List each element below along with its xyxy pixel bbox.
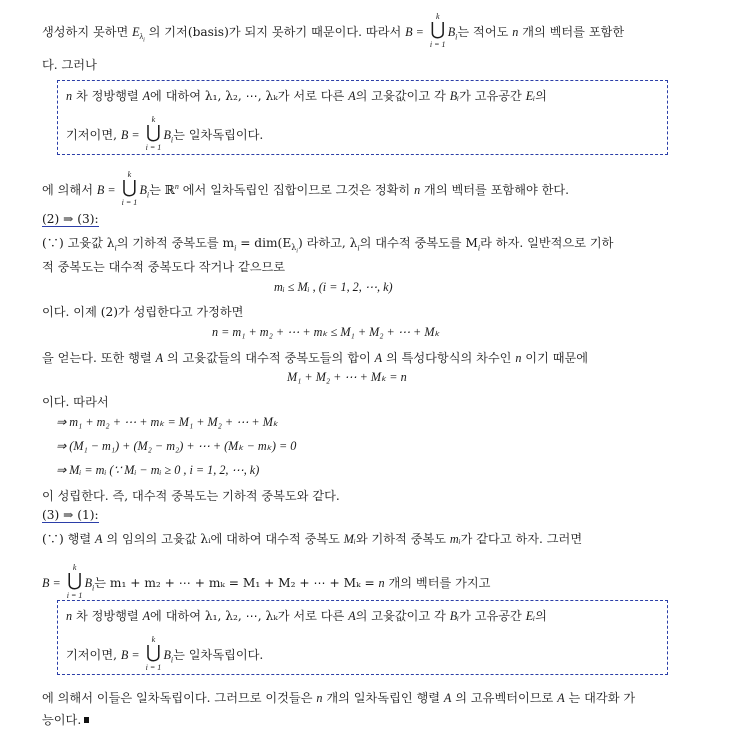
union-operator: k ⋃ i = 1 <box>145 115 162 152</box>
text-line-13: 능이다. <box>42 711 89 728</box>
equation-2: n = m₁ + m₂ + ⋯ + mₖ ≤ M₁ + M₂ + ⋯ + Mₖ <box>212 325 440 339</box>
math-symbol: B <box>447 25 456 39</box>
equation-6: ⇒ Mᵢ = mᵢ (∵ Mᵢ − mᵢ ≥ 0 , i = 1, 2, ⋯, k) <box>56 463 260 477</box>
section-heading-3-1: (3) ⇒ (1): <box>42 508 99 522</box>
text-line-11: B = k ⋃ i = 1 $B_i$는 m₁ + m₂ + ⋯ + mₖ = M₁ + M₂ + ⋯ + Mₖ = n 개의 벡터를 가지고 <box>42 563 491 600</box>
math-symbol: n <box>512 25 519 39</box>
section-heading-2-3: (2) ⇒ (3): <box>42 212 99 226</box>
equation-5: ⇒ (M₁ − m₁) + (M₂ − m₂) + ⋯ + (Mₖ − mₖ) = 0 <box>56 439 297 453</box>
equation-4: ⇒ m₁ + m₂ + ⋯ + mₖ = M₁ + M₂ + ⋯ + Mₖ <box>56 415 279 429</box>
text: 개의 벡터를 포함한 <box>518 25 625 39</box>
union-operator: k ⋃ i = 1 <box>121 170 138 207</box>
text-line-2: 다. 그러나 <box>42 58 97 72</box>
theorem-box-1 <box>57 80 668 155</box>
box-line-2: 기저이면, B = k ⋃ i = 1 $B_i$는 일차독립이다. <box>66 635 264 672</box>
text-line-9: 이 성립한다. 즉, 대수적 중복도는 기하적 중복도와 같다. <box>42 489 340 503</box>
text-line-4: (∵) 고윳값 $\lambda_i$의 기하적 중복도를 $m_i = dim(E_{\lambda_i})$ 라하고, $\lambda_i$의 대수적 중복도를 $M_i$라 하자. 일반적으로 기하 <box>42 236 614 256</box>
text-line-10: (∵) 행렬 A 의 임의의 고윳값 λᵢ에 대하여 대수적 중복도 Mᵢ와 기하적 중복도 mᵢ가 같다고 하자. 그러면 <box>42 532 583 546</box>
text: 생성하지 못하면 <box>42 25 133 39</box>
equation-1: mᵢ ≤ Mᵢ , (i = 1, 2, ⋯, k) <box>274 280 393 294</box>
text-line-1: 생성하지 못하면 $E_{\lambda_i}$ 의 기저(basis)가 되지 못하기 때문이다. 따라서 B = k ⋃ i = 1 $B_i$는 적어도 n 개의 벡터를 포함한 <box>42 12 625 49</box>
text-line-12: 에 의해서 이들은 일차독립이다. 그러므로 이것들은 n 개의 일차독립인 행렬 A 의 고유벡터이므로 A 는 대각화 가 <box>42 691 636 705</box>
union-operator: k ⋃ i = 1 <box>145 635 162 672</box>
text-line-8: 이다. 따라서 <box>42 395 109 409</box>
union-operator: k ⋃ i = 1 <box>429 12 446 49</box>
text-line-6: 이다. 이제 (2)가 성립한다고 가정하면 <box>42 305 244 319</box>
box-line-1: n 차 정방행렬 A에 대하여 λ₁, λ₂, ⋯, λₖ가 서로 다른 A의 고윳값이고 각 Bᵢ가 고유공간 Eᵢ의 <box>66 609 547 623</box>
text-line-7: 을 얻는다. 또한 행렬 A 의 고윳값들의 대수적 중복도들의 합이 A 의 특성다항식의 차수인 n 이기 때문에 <box>42 351 589 365</box>
box-line-1: n 차 정방행렬 A에 대하여 λ₁, λ₂, ⋯, λₖ가 서로 다른 A의 고윳값이고 각 Bᵢ가 고유공간 Eᵢ의 <box>66 89 547 103</box>
text: 는 적어도 <box>457 25 513 39</box>
text: 의 기저(basis)가 되지 못하기 때문이다. 따라서 <box>148 25 406 39</box>
equation-3: M₁ + M₂ + ⋯ + Mₖ = n <box>287 370 407 384</box>
theorem-box-2 <box>57 600 668 675</box>
math-symbol: E <box>132 25 140 39</box>
math-symbol: B = <box>405 25 424 39</box>
box-line-2: 기저이면, B = k ⋃ i = 1 $B_i$는 일차독립이다. <box>66 115 264 152</box>
qed-square-icon <box>84 717 89 723</box>
text-line-5: 적 중복도는 대수적 중복도다 작거나 같으므로 <box>42 260 286 274</box>
math-subscript: i <box>143 38 145 45</box>
text-line-3: 에 의해서 B = k ⋃ i = 1 $B_i$는 ℝ$^n$ 에서 일차독립인 집합이므로 그것은 정확히 n 개의 벡터를 포함해야 한다. <box>42 170 570 207</box>
math-subscript: λ <box>139 32 144 42</box>
union-operator: k ⋃ i = 1 <box>66 563 83 600</box>
